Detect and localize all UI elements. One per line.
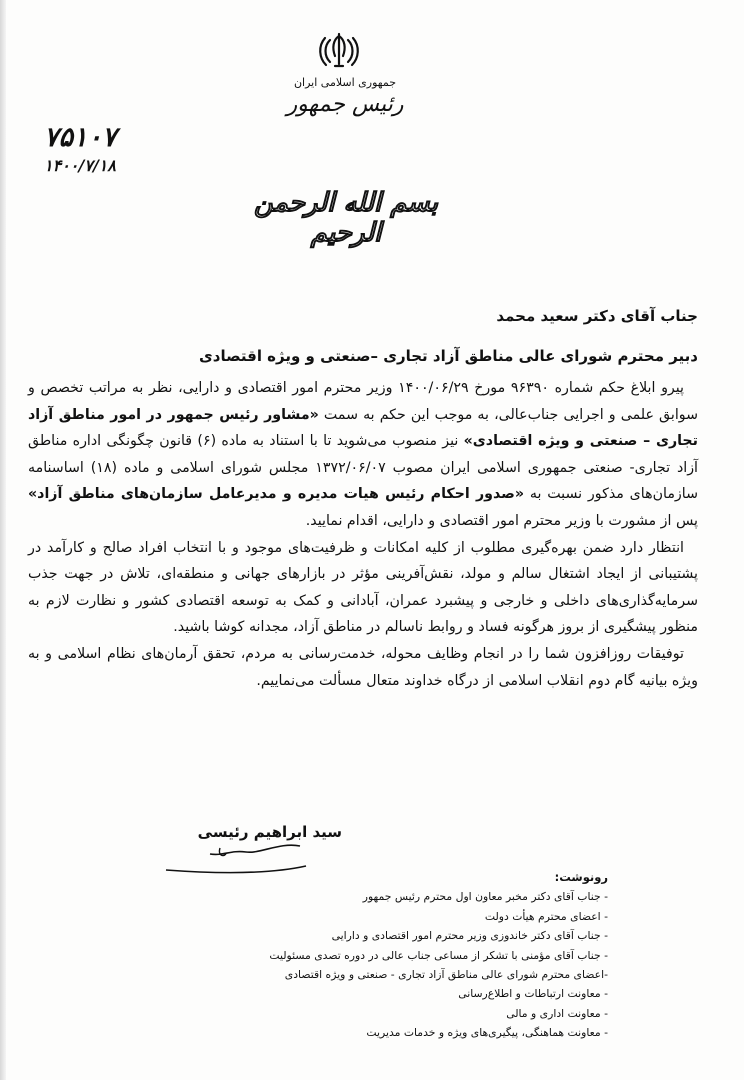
bismillah-text: بسم الله الرحمن الرحیم — [254, 188, 438, 248]
p1-bold-task: «صدور احکام رئیس هیات مدیره و مدیرعامل سازمان‌های مناطق آزاد» — [28, 486, 525, 503]
cc-item: -اعضای محترم شورای عالی مناطق آزاد تجاری - صنعتی و ویژه اقتصادی — [284, 968, 608, 982]
p1-text-e: پس از مشورت با وزیر محترم امور اقتصادی و دارایی، اقدام نمایید. — [305, 512, 698, 529]
addressee-title: دبیر محترم شورای عالی مناطق آزاد تجاری –صنعتی و ویژه اقتصادی — [199, 347, 698, 365]
body-paragraph-2: انتظار دارد ضمن بهره‌گیری مطلوب از کلیه امکانات و ظرفیت‌های موجود و با انتخاب افراد صالح و کارآمد در پشتیبانی از ایجاد اشتغال سالم و مولد، نقش‌آفرینی مؤثر در بازارهای جهانی و منطقه‌ای، تلاش در جهت جذب سرمایه‌گذاری‌های داخلی و خارجی و پیشبرد عمران، آبادانی و کمک به توسعه اقتصادی کشور و نظارت لازم به منظور پیشگیری از بروز هرگونه فساد و روابط ناسالم در مناطق آزاد، مجدانه کوشا باشید. — [28, 539, 698, 636]
body-paragraph-1 — [28, 375, 698, 535]
page-edge-shadow — [0, 0, 6, 1080]
p1-text-c: نیز منصوب می‌شوید تا با استناد به ماده (۶) قانون چگونگی اداره مناطق آزاد تجاری- صنعتی جمهوری اسلامی ایران مصوب ۱۳۷۲/۰۶/۰۷ مجلس شورای اسلامی و ماده (۱۸) اساسنامه سازمان‌های مذکور نسبت به — [28, 433, 698, 503]
letter-body — [28, 375, 698, 694]
cc-item: - معاونت اداری و مالی — [506, 1006, 608, 1020]
cc-item: - جناب آقای دکتر مخبر معاون اول محترم رئیس جمهور — [362, 890, 608, 904]
body-paragraph-3: توفیقات روزافزون شما را در انجام وظایف محوله، خدمت‌رسانی به مردم، تحقق آرمان‌های نظام اسلامی و به ویژه بیانیه گام دوم انقلاب اسلامی از درگاه خداوند متعال مسألت می‌نماییم. — [28, 645, 698, 689]
cc-item: - اعضای محترم هیأت دولت — [484, 909, 608, 923]
cc-list — [188, 868, 608, 1043]
addressee-block — [38, 296, 698, 376]
cc-item: - جناب آقای دکتر خاندوزی وزیر محترم امور اقتصادی و دارایی — [331, 929, 608, 943]
cc-item: - جناب آقای مؤمنی با تشکر از مساعی جناب عالی در دوره تصدی مسئولیت — [269, 948, 608, 962]
p1-bold-position: «مشاور رئیس جمهور در امور مناطق آزاد تجاری – صنعتی و ویژه اقتصادی» — [28, 406, 698, 450]
p1-text-a: پیرو ابلاغ حکم شماره ۹۶۳۹۰ مورخ ۱۴۰۰/۰۶/۲۹ وزیر محترم امور اقتصادی و دارایی، نظر به مراتب تخصص و سوابق علمی و اجرایی جناب‌عالی، به موجب این حکم به سمت — [28, 380, 698, 423]
signer-name: سید ابراهیم رئیسی — [197, 823, 342, 841]
addressee-name: جناب آقای دکتر سعید محمد — [496, 307, 698, 325]
country-name: جمهوری اسلامی ایران — [293, 76, 397, 89]
iran-emblem-icon — [316, 30, 362, 70]
office-title: رئیس جمهور — [286, 92, 404, 117]
cc-title: رونوشت: — [554, 870, 608, 884]
bismillah-calligraphy — [236, 188, 456, 248]
reference-number: ۷۵۱۰۷ — [44, 122, 117, 153]
cc-item: - معاونت ارتباطات و اطلاع‌رسانی — [458, 987, 608, 1001]
cc-item: - معاونت هماهنگی، پیگیری‌های ویژه و خدمات مدیریت — [366, 1026, 608, 1040]
reference-date: ۱۴۰۰/۷/۱۸ — [44, 156, 116, 175]
